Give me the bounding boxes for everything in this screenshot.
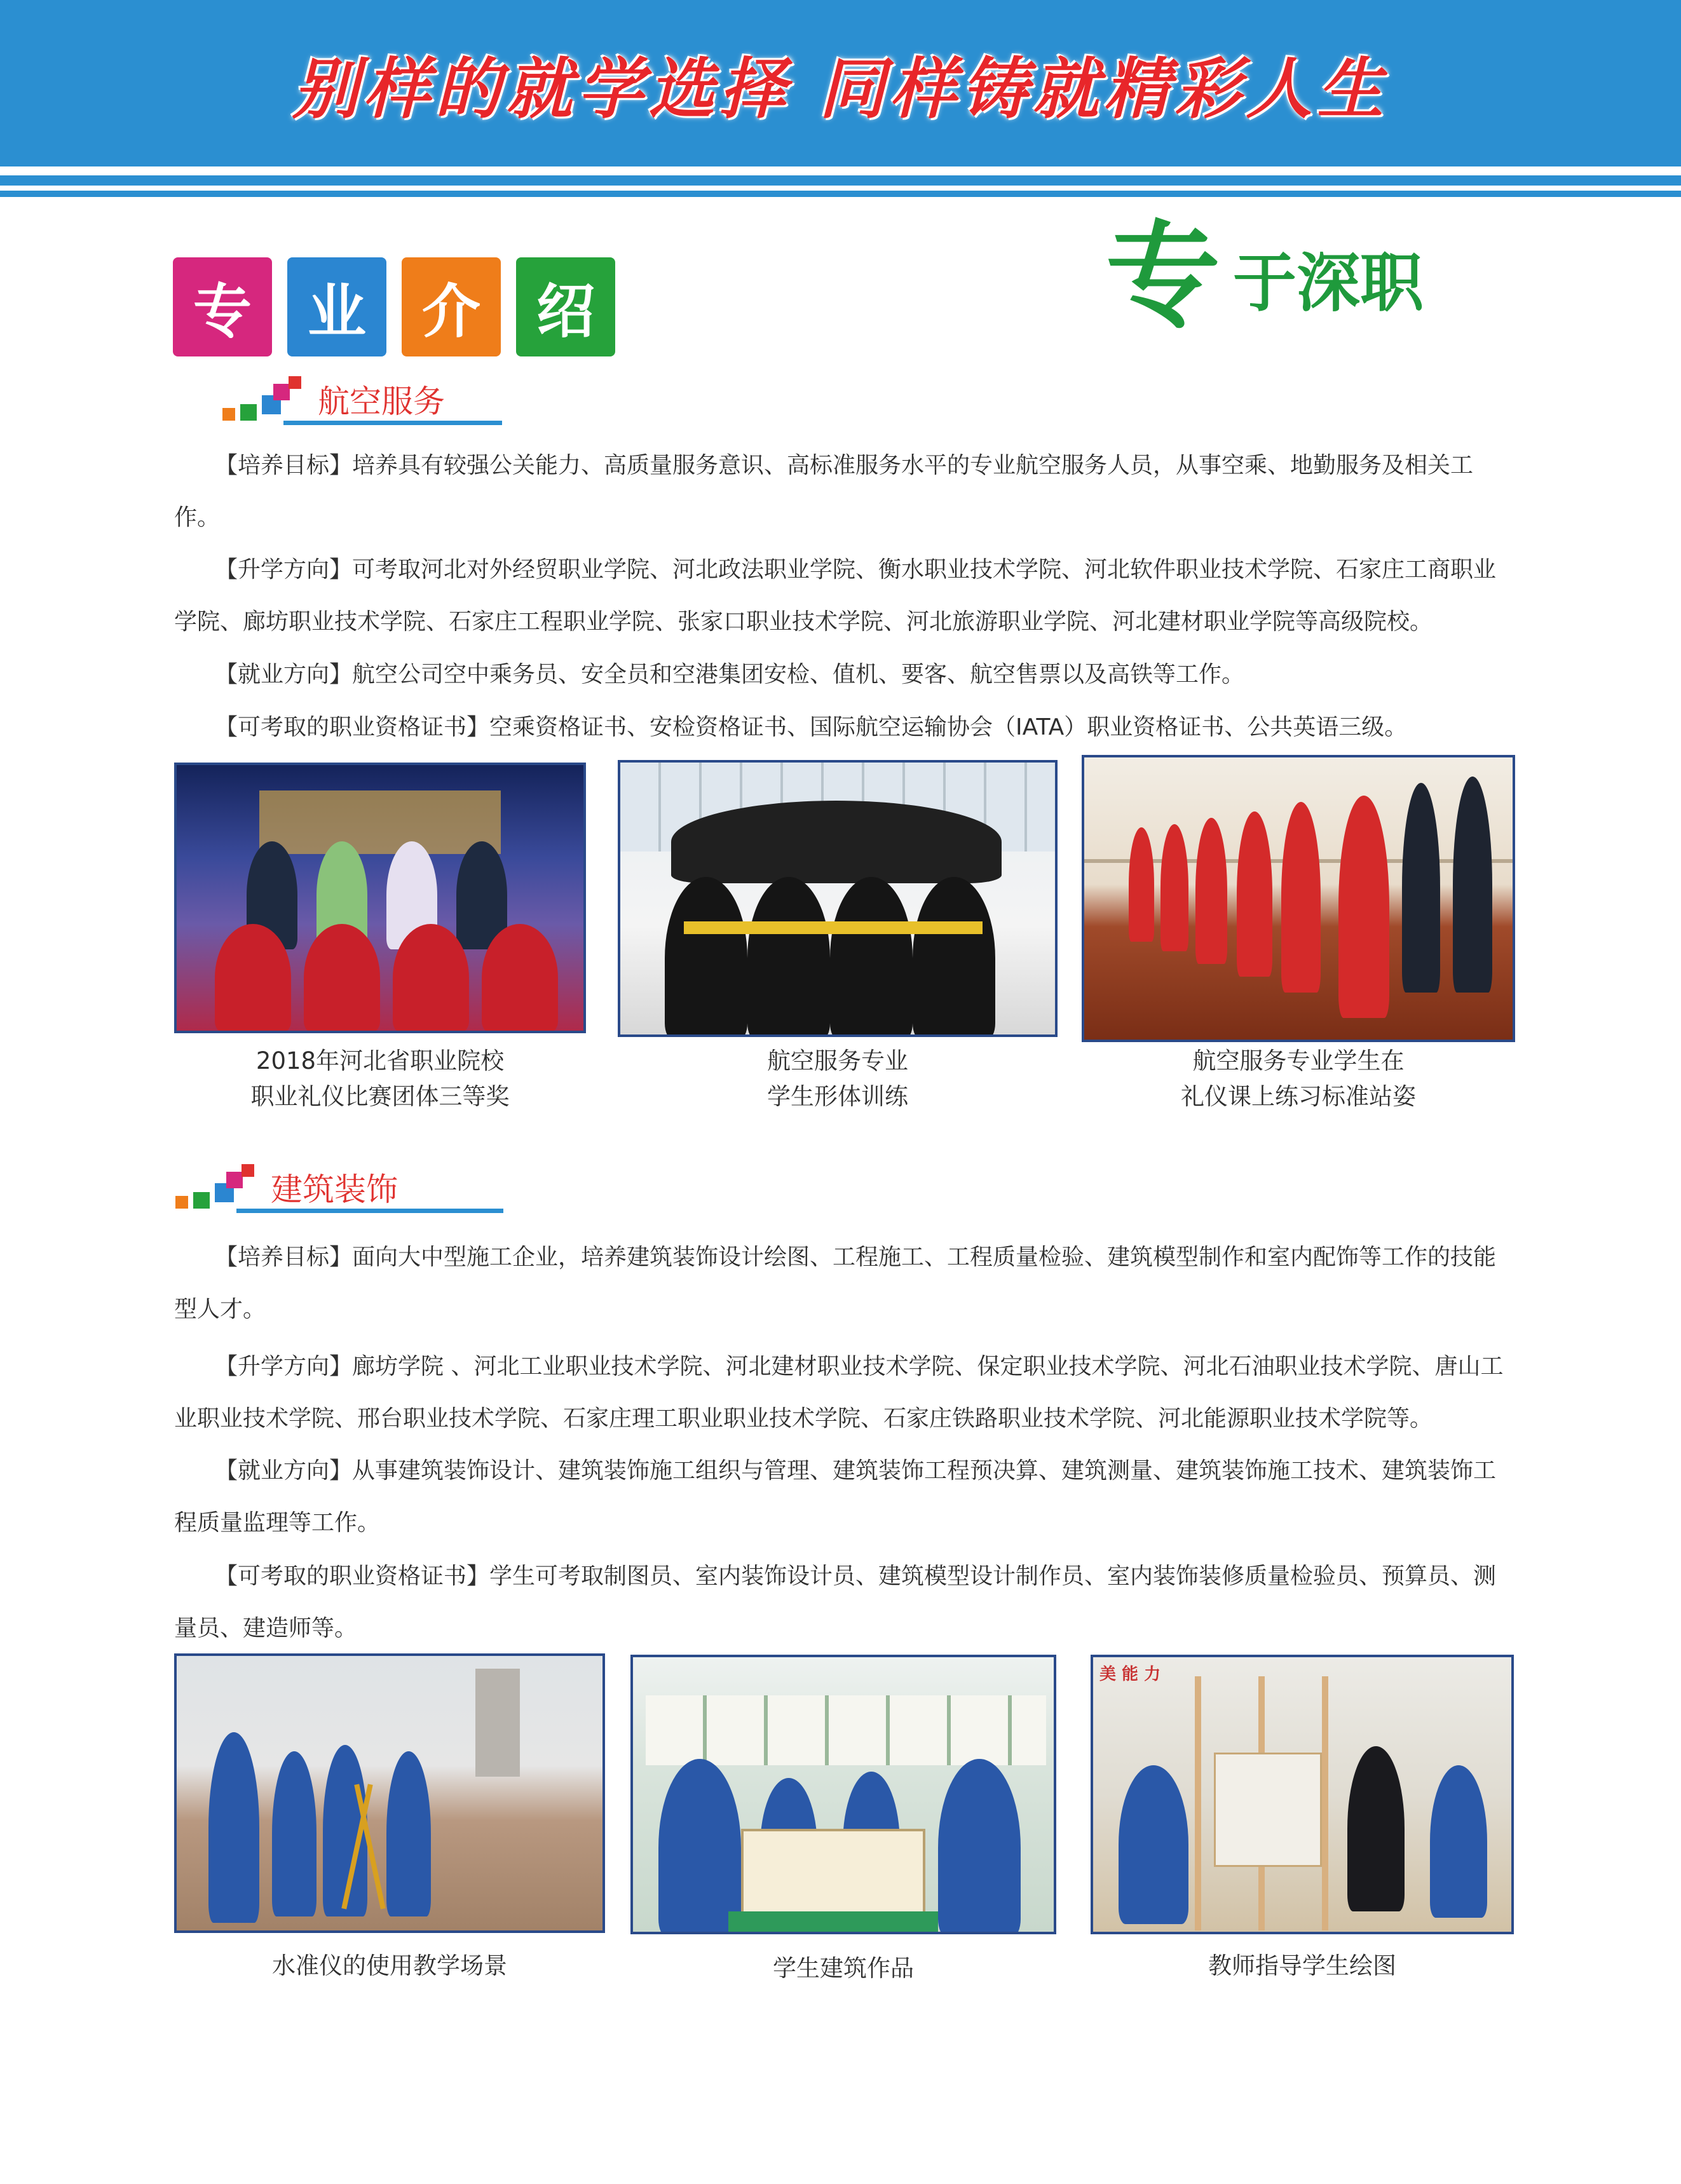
person-figure (1281, 802, 1321, 993)
person-figure (913, 877, 995, 1037)
deco-square (273, 384, 290, 400)
subheading-architecture (175, 1164, 506, 1215)
easel (1195, 1676, 1201, 1930)
model-house (741, 1829, 925, 1924)
caption-line: 航空服务专业学生在 (1192, 1047, 1405, 1075)
subheading-label: 建筑装饰 (271, 1171, 398, 1208)
person-figure (482, 924, 558, 1032)
deco-square (240, 404, 257, 421)
caption-drawing: 教师指导学生绘图 (1208, 1952, 1396, 1979)
collar-trim (684, 921, 983, 934)
title-tile: 介 (402, 257, 501, 356)
caption-line: 学生形体训练 (767, 1083, 908, 1110)
architecture-jobs: 【就业方向】从事建筑装饰设计、建筑装饰施工组织与管理、建筑装饰工程预决算、建筑测量、建筑装饰施工技术、建筑装饰工程质量监理等工作。 (174, 1458, 1497, 1536)
person-figure (1160, 824, 1188, 951)
person-figure (1347, 1746, 1405, 1911)
person-figure (830, 877, 913, 1037)
aviation-study: 【升学方向】可考取河北对外经贸职业学院、河北政法职业学院、衡水职业技术学院、河北软件职业技术学院、石家庄工商职业学院、廊坊职业技术学院、石家庄工程职业学院、张家口职业技术学院、河北旅游职业学院、河北建材职业学院等高级院校。 (174, 557, 1497, 635)
deco-square (226, 1172, 243, 1188)
caption-etiquette (1082, 1043, 1515, 1115)
photo-etiquette-class (1082, 755, 1515, 1042)
aviation-goal: 【培养目标】培养具有较强公关能力、高质量服务意识、高标准服务水平的专业航空服务人员，从事空乘、地勤服务及相关工作。 (174, 452, 1474, 531)
subheading-aviation (222, 376, 502, 427)
photo-drawing-class (1091, 1655, 1514, 1934)
photo-level-instrument (174, 1653, 605, 1933)
person-figure (1119, 1765, 1188, 1924)
caption-posture (618, 1043, 1058, 1115)
deco-square (222, 408, 235, 421)
title-tile: 业 (287, 257, 386, 356)
person-figure (208, 1732, 259, 1923)
person-figure (393, 924, 469, 1032)
deco-square (242, 1164, 254, 1177)
person-figure (1338, 796, 1389, 1018)
stage-screen (259, 790, 501, 854)
caption-line: 航空服务专业 (767, 1047, 908, 1075)
caption-line: 礼仪课上练习标准站姿 (1181, 1083, 1416, 1110)
deco-square (193, 1192, 210, 1209)
slogan (1106, 209, 1424, 343)
photo-building-model (630, 1655, 1056, 1934)
person-figure (386, 1751, 431, 1916)
subheading-rule (236, 1209, 503, 1213)
caption-line: 2018年河北省职业院校 (255, 1047, 505, 1075)
aviation-certs: 【可考取的职业资格证书】空乘资格证书、安检资格证书、国际航空运输协会（IATA）职业资格证书、公共英语三级。 (215, 714, 1408, 740)
subheading-label: 航空服务 (318, 383, 445, 420)
person-figure (1237, 811, 1272, 977)
subheading-rule (283, 421, 502, 425)
caption-model: 学生建筑作品 (773, 1955, 914, 1982)
model-base (728, 1911, 938, 1934)
architecture-goal: 【培养目标】面向大中型施工企业，培养建筑装饰设计绘图、工程施工、工程质量检验、建筑模型制作和室内配饰等工作的技能型人才。 (174, 1244, 1497, 1322)
deco-square (289, 376, 301, 389)
photo-award-ceremony (174, 763, 586, 1033)
person-figure (1453, 777, 1492, 993)
slogan-small: 于深职 (1233, 245, 1424, 320)
person-figure (1195, 818, 1227, 964)
wall-sign: 美 能 力 (1099, 1665, 1161, 1684)
aviation-jobs: 【就业方向】航空公司空中乘务员、安全员和空港集团安检、值机、要客、航空售票以及高铁等工作。 (215, 661, 1245, 688)
caption-line: 职业礼仪比赛团体三等奖 (250, 1083, 510, 1110)
person-figure (747, 877, 830, 1037)
drawing-board (1214, 1753, 1322, 1867)
person-figure (215, 924, 291, 1032)
architecture-study: 【升学方向】廊坊学院 、河北工业职业技术学院、河北建材职业技术学院、保定职业技术学院、河北石油职业技术学院、唐山工业职业技术学院、邢台职业技术学院、石家庄理工职业职业技术学院、石家庄铁路职业技术学院、河北能源职业技术学院等。 (174, 1353, 1504, 1432)
person-figure (304, 924, 380, 1032)
architecture-certs: 【可考取的职业资格证书】学生可考取制图员、室内装饰设计员、建筑模型设计制作员、室内装饰装修质量检验员、预算员、测量员、建造师等。 (174, 1563, 1497, 1641)
caption-level: 水准仪的使用教学场景 (272, 1952, 507, 1979)
person-figure (272, 1751, 316, 1916)
person-figure (1402, 783, 1440, 993)
deco-square (175, 1196, 188, 1209)
section-title-tiles (173, 257, 615, 356)
person-figure (1430, 1765, 1487, 1918)
person-figure (665, 877, 747, 1037)
banner-title: 别样的就学选择 同样铸就精彩人生 (292, 50, 1389, 128)
building (475, 1669, 520, 1777)
person-figure (671, 801, 1002, 883)
wall-drawings (646, 1695, 1046, 1765)
header-stripe-thin (0, 191, 1681, 197)
easel (1322, 1676, 1328, 1930)
photo-posture-training (618, 760, 1058, 1037)
slogan-big: 专 (1106, 209, 1221, 343)
person-figure (938, 1759, 1021, 1934)
person-figure (1129, 827, 1154, 942)
person-figure (658, 1759, 741, 1934)
title-tile: 绍 (516, 257, 615, 356)
caption-award (174, 1043, 586, 1115)
title-tile: 专 (173, 257, 272, 356)
header-stripe (0, 175, 1681, 186)
